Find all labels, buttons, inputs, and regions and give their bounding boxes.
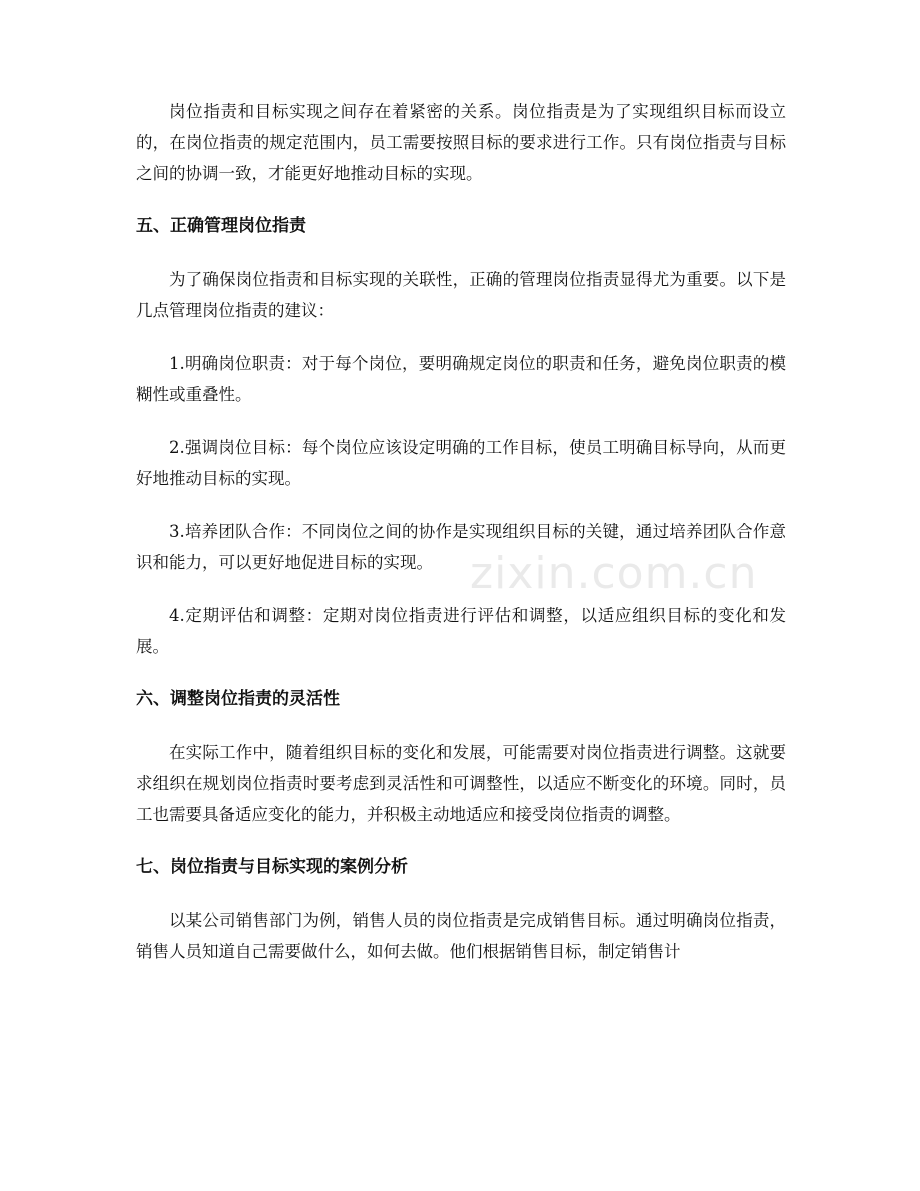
list-item-4: 4.定期评估和调整：定期对岗位指责进行评估和调整，以适应组织目标的变化和发展。	[136, 606, 786, 656]
section-heading-5: 五、正确管理岗位指责	[136, 216, 306, 236]
list-item-3: 3.培养团队合作：不同岗位之间的协作是实现组织目标的关键，通过培养团队合作意识和能力，可以更好地促进目标的实现。	[136, 522, 786, 572]
section-heading-7: 七、岗位指责与目标实现的案例分析	[136, 857, 408, 877]
list-item-1: 1.明确岗位职责：对于每个岗位，要明确规定岗位的职责和任务，避免岗位职责的模糊性或重叠性。	[136, 354, 786, 404]
paragraph-case-study: 以某公司销售部门为例，销售人员的岗位指责是完成销售目标。通过明确岗位指责，销售人员知道自己需要做什么，如何去做。他们根据销售目标，制定销售计	[136, 911, 786, 961]
document-body	[136, 96, 786, 989]
paragraph-management-intro: 为了确保岗位指责和目标实现的关联性，正确的管理岗位指责显得尤为重要。以下是几点管理岗位指责的建议：	[136, 270, 786, 320]
paragraph-flexibility: 在实际工作中，随着组织目标的变化和发展，可能需要对岗位指责进行调整。这就要求组织在规划岗位指责时要考虑到灵活性和可调整性，以适应不断变化的环境。同时，员工也需要具备适应变化的能力，并积极主动地适应和接受岗位指责的调整。	[136, 743, 786, 824]
list-item-2: 2.强调岗位目标：每个岗位应该设定明确的工作目标，使员工明确目标导向，从而更好地推动目标的实现。	[136, 438, 786, 488]
section-heading-6: 六、调整岗位指责的灵活性	[136, 689, 340, 709]
paragraph-relationship: 岗位指责和目标实现之间存在着紧密的关系。岗位指责是为了实现组织目标而设立的，在岗位指责的规定范围内，员工需要按照目标的要求进行工作。只有岗位指责与目标之间的协调一致，才能更好地推动目标的实现。	[136, 102, 786, 183]
watermark: zixin.com.cn	[470, 548, 758, 599]
